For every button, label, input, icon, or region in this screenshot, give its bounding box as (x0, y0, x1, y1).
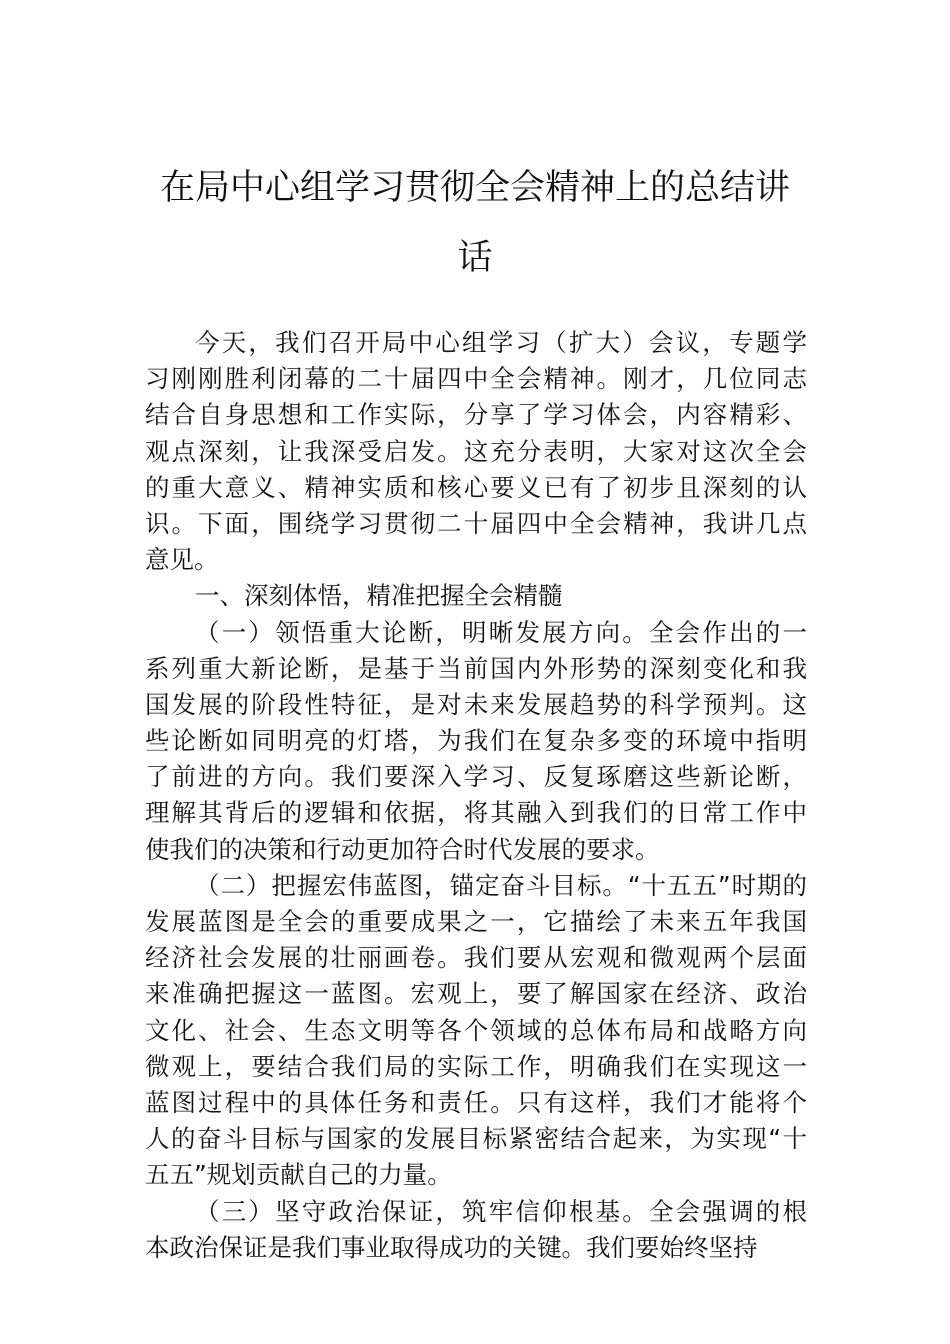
text-line: 经济社会发展的壮丽画卷。我们要从宏观和微观两个层面 (145, 943, 807, 973)
text-line: 习刚刚胜利闭幕的二十届四中全会精神。刚才，几位同志 (145, 364, 807, 394)
title-line: 话 (457, 238, 493, 278)
section-heading (145, 578, 807, 614)
text-line: 人的奋斗目标与国家的发展目标紧密结合起来，为实现“十 (145, 1124, 807, 1154)
text-line: 一、深刻体悟，精准把握全会精髓 (195, 581, 563, 611)
document-title (0, 153, 950, 293)
text-line: 理解其背后的逻辑和依据，将其融入到我们的日常工作中 (145, 798, 807, 828)
title-line: 在局中心组学习贯彻全会精神上的总结讲 (159, 168, 790, 208)
text-line: 系列重大新论断，是基于当前国内外形势的深刻变化和我 (145, 653, 807, 683)
text-line: （二）把握宏伟蓝图，锚定奋斗目标。“十五五”时期的 (195, 870, 807, 900)
text-line: 五五”规划贡献自己的力量。 (145, 1160, 452, 1190)
text-line: 来准确把握这一蓝图。宏观上，要了解国家在经济、政治 (145, 979, 807, 1009)
text-line: 意见。 (145, 545, 219, 575)
text-line: （一）领悟重大论断，明晰发展方向。全会作出的一 (195, 617, 807, 647)
text-line: 了前进的方向。我们要深入学习、反复琢磨这些新论断， (145, 762, 807, 792)
text-line: 识。下面，围绕学习贯彻二十届四中全会精神，我讲几点 (145, 508, 807, 538)
document-body (145, 325, 807, 1266)
text-line: （三）坚守政治保证，筑牢信仰根基。全会强调的根 (195, 1196, 807, 1226)
text-line: 文化、社会、生态文明等各个领域的总体布局和战略方向 (145, 1015, 807, 1045)
paragraph (145, 1194, 807, 1266)
paragraph (145, 615, 807, 868)
text-line: 些论断如同明亮的灯塔，为我们在复杂多变的环境中指明 (145, 726, 807, 756)
text-line: 使我们的决策和行动更加符合时代发展的要求。 (145, 834, 660, 864)
text-line: 结合自身思想和工作实际，分享了学习体会，内容精彩、 (145, 400, 807, 430)
text-line: 本政治保证是我们事业取得成功的关键。我们要始终坚持 (145, 1232, 758, 1262)
text-line: 国发展的阶段性特征，是对未来发展趋势的科学预判。这 (145, 689, 807, 719)
paragraph (145, 325, 807, 578)
text-line: 的重大意义、精神实质和核心要义已有了初步且深刻的认 (145, 472, 807, 502)
text-line: 观点深刻，让我深受启发。这充分表明，大家对这次全会 (145, 436, 807, 466)
text-line: 今天，我们召开局中心组学习（扩大）会议，专题学 (195, 328, 807, 357)
text-line: 蓝图过程中的具体任务和责任。只有这样，我们才能将个 (145, 1087, 807, 1117)
text-line: 发展蓝图是全会的重要成果之一，它描绘了未来五年我国 (145, 907, 807, 936)
text-line: 微观上，要结合我们局的实际工作，明确我们在实现这一 (145, 1051, 807, 1081)
paragraph (145, 868, 807, 1194)
